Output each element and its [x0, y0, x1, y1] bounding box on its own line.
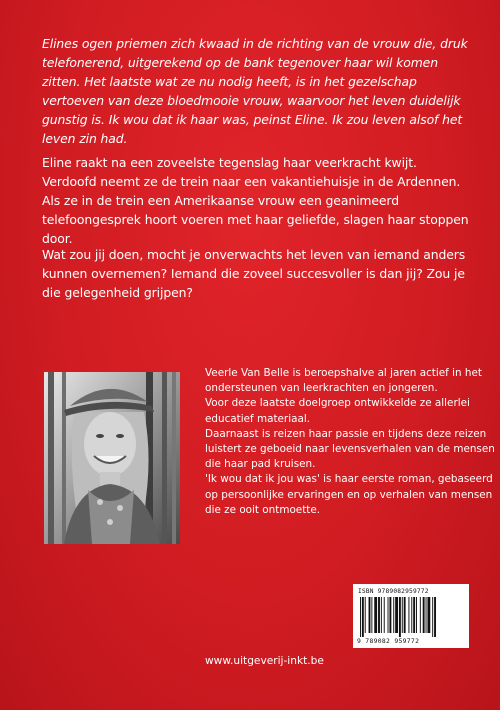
teaser-questions: Wat zou jij doen, mocht je onverwachts het leven van iemand anders kunnen overnemen? Iemand die zoveel succesvoller is dan jij? Zou je die gelegenheid grijpen? — [42, 247, 466, 300]
bio-paragraph: Veerle Van Belle is beroepshalve al jaren actief in het ondersteunen van leerkrachten en jongeren. — [205, 367, 482, 395]
bio-paragraph: 'Ik wou dat ik jou was' is haar eerste roman, gebaseerd op persoonlijke ervaringen en op verhalen van mensen die ze ooit ontmoette. — [205, 473, 493, 516]
isbn-label: ISBN 9789082959772 — [358, 588, 429, 595]
barcode-bars — [360, 597, 462, 637]
author-photo — [44, 372, 180, 544]
synopsis-paragraph: Eline raakt na een zoveelste tegenslag haar veerkracht kwijt. Verdoofd neemt ze de trein naar een vakantiehuisje in de Ardennen. Als ze in de trein een Amerikaanse vrouw een geanimeerd telefoongesprek hoort voeren met haar geliefde, slagen haar stoppen door. — [42, 155, 469, 246]
isbn-barcode — [353, 584, 469, 648]
author-bio — [205, 366, 495, 518]
publisher-website: www.uitgeverij-inkt.be — [205, 655, 324, 667]
bio-paragraph: Voor deze laatste doelgroep ontwikkelde ze allerlei educatief materiaal. — [205, 397, 470, 425]
isbn-digits: 9 789082 959772 — [357, 637, 420, 645]
bio-paragraph: Daarnaast is reizen haar passie en tijdens deze reizen luistert ze geboeid naar levensverhalen van de mensen die haar pad kruisen. — [205, 427, 495, 471]
back-cover-quote: Elines ogen priemen zich kwaad in de richting van de vrouw die, druk telefonerend, uitgerekend op de bank tegenover haar wil komen zitten. Het laatste wat ze nu nodig heeft, is in het gezelschap vertoeven van deze bloedmooie vrouw, waarvoor het leven duidelijk gunstig is. Ik wou dat ik haar was, peinst Eline. Ik zou leven alsof het leven zin had. — [42, 36, 468, 146]
